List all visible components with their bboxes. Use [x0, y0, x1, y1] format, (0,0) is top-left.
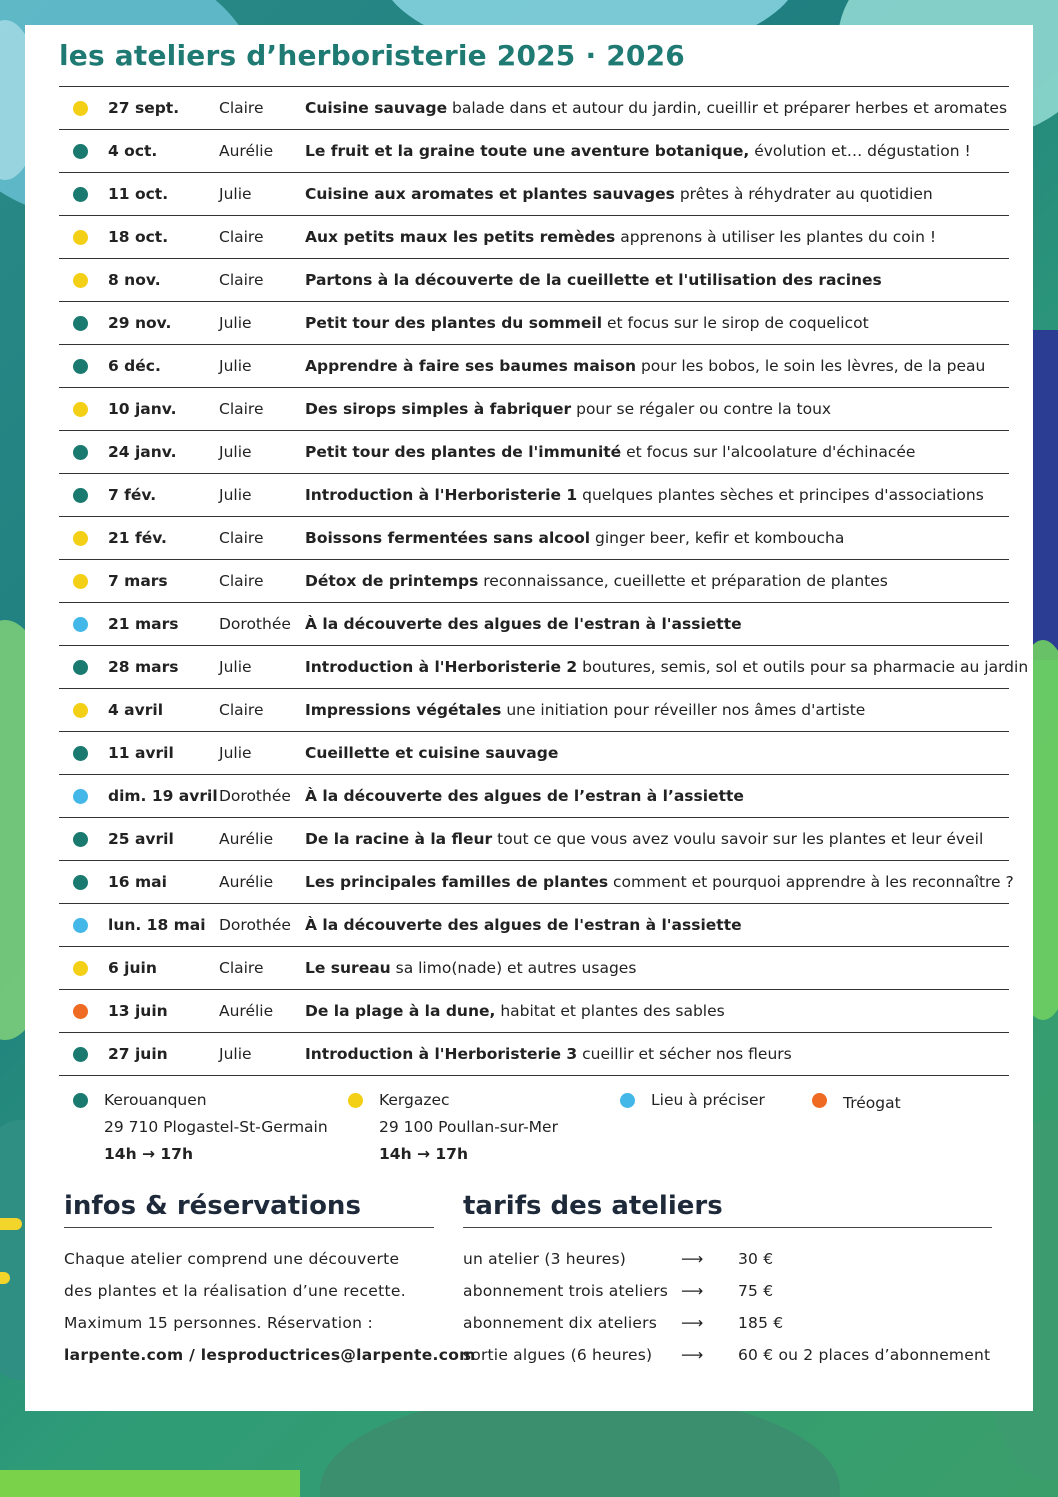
row-date: 4 oct.	[108, 142, 158, 160]
yellow-dot-icon	[73, 402, 88, 417]
row-title: De la plage à la dune,	[305, 1002, 496, 1020]
table-row	[59, 947, 1009, 990]
tarif-row	[463, 1243, 1023, 1275]
row-title: De la racine à la fleur	[305, 830, 493, 848]
row-detail: sa limo(nade) et autres usages	[390, 959, 637, 977]
row-detail: pour les bobos, le soin les lèvres, de la peau	[636, 357, 986, 375]
yellow-dot-icon	[73, 703, 88, 718]
row-title: Apprendre à faire ses baumes maison	[305, 357, 637, 375]
row-title: Impressions végétales	[305, 701, 502, 719]
row-description	[305, 861, 1014, 903]
row-title: Les principales familles de plantes	[305, 873, 609, 891]
yellow-dot-icon	[348, 1093, 363, 1108]
row-title: À la découverte des algues de l'estran à l'assiette	[305, 916, 742, 934]
table-row	[59, 388, 1009, 431]
table-row	[59, 173, 1009, 216]
legend-city: 29 710 Plogastel-St-Germain	[104, 1118, 328, 1136]
legend-item-kergazec	[379, 1087, 558, 1168]
row-description	[305, 603, 742, 645]
row-description	[305, 345, 985, 387]
row-detail: quelques plantes sèches et principes d'associations	[577, 486, 984, 504]
teal-dot-icon	[73, 144, 88, 159]
arrow-right-icon: ⟶	[681, 1282, 704, 1300]
row-title: Le sureau	[305, 959, 391, 977]
blue-dot-icon	[620, 1093, 635, 1108]
table-row	[59, 517, 1009, 560]
tarif-price: 60 € ou 2 places d’abonnement	[738, 1346, 991, 1364]
row-host: Aurélie	[219, 873, 274, 891]
row-detail: ginger beer, kefir et komboucha	[590, 529, 845, 547]
row-description	[305, 904, 742, 946]
teal-dot-icon	[73, 187, 88, 202]
row-date: 21 fév.	[108, 529, 167, 547]
row-host: Claire	[219, 701, 264, 719]
tarif-label: abonnement dix ateliers	[463, 1314, 658, 1332]
teal-dot-icon	[73, 875, 88, 890]
row-host: Julie	[219, 357, 252, 375]
row-host: Julie	[219, 185, 252, 203]
tarif-price: 75 €	[738, 1282, 774, 1300]
teal-dot-icon	[73, 445, 88, 460]
table-row	[59, 646, 1029, 689]
row-title: Introduction à l'Herboristerie 1	[305, 486, 578, 504]
table-row	[59, 775, 1009, 818]
row-host: Aurélie	[219, 830, 274, 848]
row-host: Claire	[219, 99, 264, 117]
row-date: 21 mars	[108, 615, 179, 633]
schedule-table	[59, 86, 1029, 1076]
tarif-label: sortie algues (6 heures)	[463, 1346, 653, 1364]
legend-item-treogat	[843, 1090, 901, 1117]
row-description	[305, 775, 744, 817]
row-description	[305, 560, 888, 602]
row-description	[305, 87, 1007, 129]
legend-hours: 14h → 17h	[379, 1145, 468, 1163]
row-description	[305, 130, 971, 172]
table-row	[59, 345, 1009, 388]
tarif-price: 30 €	[738, 1250, 774, 1268]
row-host: Claire	[219, 959, 264, 977]
legend-name: Kerouanquen	[104, 1091, 207, 1109]
row-host: Claire	[219, 271, 264, 289]
table-row	[59, 216, 1009, 259]
row-detail: une initiation pour réveiller nos âmes d'artiste	[501, 701, 866, 719]
row-title: Cuisine aux aromates et plantes sauvages	[305, 185, 675, 203]
table-row	[59, 1033, 1009, 1076]
row-title: Cueillette et cuisine sauvage	[305, 744, 559, 762]
row-date: dim. 19 avril	[108, 787, 218, 805]
tarif-row	[463, 1339, 1023, 1371]
teal-dot-icon	[73, 1047, 88, 1062]
row-host: Julie	[219, 658, 252, 676]
row-description	[305, 388, 831, 430]
yellow-dot-icon	[73, 230, 88, 245]
row-date: 8 nov.	[108, 271, 161, 289]
row-title: Boissons fermentées sans alcool	[305, 529, 591, 547]
row-description	[305, 1033, 792, 1075]
row-detail: pour se régaler ou contre la toux	[571, 400, 832, 418]
row-title: Des sirops simples à fabriquer	[305, 400, 572, 418]
table-row	[59, 87, 1009, 130]
teal-dot-icon	[73, 746, 88, 761]
table-row	[59, 603, 1009, 646]
row-date: 13 juin	[108, 1002, 168, 1020]
row-description	[305, 818, 983, 860]
arrow-right-icon: ⟶	[681, 1314, 704, 1332]
teal-dot-icon	[73, 1093, 88, 1108]
row-title: Introduction à l'Herboristerie 3	[305, 1045, 578, 1063]
infos-title: infos & réservations	[64, 1191, 434, 1228]
row-description	[305, 732, 558, 774]
row-title: Cuisine sauvage	[305, 99, 448, 117]
row-title: Petit tour des plantes de l'immunité	[305, 443, 622, 461]
row-date: 7 mars	[108, 572, 168, 590]
row-host: Dorothée	[219, 615, 291, 633]
row-host: Claire	[219, 400, 264, 418]
row-title: Introduction à l'Herboristerie 2	[305, 658, 578, 676]
legend-city: 29 100 Poullan-sur-Mer	[379, 1118, 558, 1136]
infos-block	[64, 1243, 476, 1371]
table-row	[59, 259, 1009, 302]
tarifs-list	[463, 1243, 1023, 1371]
orange-dot-icon	[812, 1093, 827, 1108]
arrow-right-icon: ⟶	[681, 1250, 704, 1268]
row-description	[305, 990, 725, 1032]
row-host: Julie	[219, 486, 252, 504]
legend-item-lieu	[651, 1087, 765, 1114]
row-detail: prêtes à réhydrater au quotidien	[674, 185, 933, 203]
table-row	[59, 904, 1009, 947]
row-title: À la découverte des algues de l'estran à l'assiette	[305, 615, 742, 633]
yellow-dot-icon	[73, 961, 88, 976]
row-host: Aurélie	[219, 142, 274, 160]
yellow-dot-icon	[73, 101, 88, 116]
row-date: 7 fév.	[108, 486, 157, 504]
table-row	[59, 474, 1009, 517]
tarif-label: un atelier (3 heures)	[463, 1250, 627, 1268]
row-description	[305, 259, 882, 301]
legend-name: Tréogat	[843, 1094, 901, 1112]
row-title: À la découverte des algues de l’estran à l’assiette	[305, 787, 744, 805]
row-host: Dorothée	[219, 916, 291, 934]
infos-line: Chaque atelier comprend une découverte	[64, 1250, 400, 1268]
row-detail: balade dans et autour du jardin, cueillir et préparer herbes et aromates	[447, 99, 1008, 117]
row-date: 29 nov.	[108, 314, 172, 332]
infos-line: des plantes et la réalisation d’une recette.	[64, 1282, 406, 1300]
row-description	[305, 689, 865, 731]
row-date: 10 janv.	[108, 400, 177, 418]
contact-link[interactable]: larpente.com / lesproductrices@larpente.com	[64, 1346, 476, 1364]
row-description	[305, 517, 844, 559]
row-description	[305, 431, 915, 473]
legend-hours: 14h → 17h	[104, 1145, 193, 1163]
row-host: Julie	[219, 744, 252, 762]
blue-dot-icon	[73, 918, 88, 933]
row-date: 27 sept.	[108, 99, 180, 117]
legend-name: Lieu à préciser	[651, 1091, 765, 1109]
table-row	[59, 689, 1009, 732]
row-date: 16 mai	[108, 873, 167, 891]
table-row	[59, 818, 1009, 861]
row-detail: tout ce que vous avez voulu savoir sur les plantes et leur éveil	[492, 830, 984, 848]
row-description	[305, 646, 1028, 688]
row-host: Claire	[219, 529, 264, 547]
table-row	[59, 302, 1009, 345]
row-detail: apprenons à utiliser les plantes du coin !	[615, 228, 937, 246]
teal-dot-icon	[73, 316, 88, 331]
row-date: 24 janv.	[108, 443, 177, 461]
row-host: Julie	[219, 443, 252, 461]
row-detail: cueillir et sécher nos fleurs	[577, 1045, 792, 1063]
row-detail: habitat et plantes des sables	[495, 1002, 725, 1020]
legend-name: Kergazec	[379, 1091, 450, 1109]
poster-card	[25, 25, 1033, 1411]
arrow-right-icon: ⟶	[681, 1346, 704, 1364]
table-row	[59, 861, 1014, 904]
row-detail: reconnaissance, cueillette et préparation de plantes	[478, 572, 888, 590]
yellow-dot-icon	[73, 574, 88, 589]
tarifs-title: tarifs des ateliers	[463, 1191, 992, 1228]
row-date: 27 juin	[108, 1045, 168, 1063]
tarif-row	[463, 1275, 1023, 1307]
teal-dot-icon	[73, 660, 88, 675]
teal-dot-icon	[73, 359, 88, 374]
infos-line: Maximum 15 personnes. Réservation :	[64, 1314, 373, 1332]
row-detail: et focus sur le sirop de coquelicot	[602, 314, 869, 332]
row-host: Claire	[219, 572, 264, 590]
row-date: 6 déc.	[108, 357, 161, 375]
teal-dot-icon	[73, 488, 88, 503]
row-date: 25 avril	[108, 830, 174, 848]
row-date: 11 oct.	[108, 185, 169, 203]
row-description	[305, 216, 936, 258]
row-date: 4 avril	[108, 701, 164, 719]
table-row	[59, 560, 1009, 603]
row-description	[305, 474, 984, 516]
row-host: Claire	[219, 228, 264, 246]
yellow-dot-icon	[73, 531, 88, 546]
row-description	[305, 302, 869, 344]
table-row	[59, 130, 1009, 173]
row-title: Détox de printemps	[305, 572, 479, 590]
row-date: 18 oct.	[108, 228, 169, 246]
row-title: Aux petits maux les petits remèdes	[305, 228, 616, 246]
tarif-price: 185 €	[738, 1314, 784, 1332]
row-title: Partons à la découverte de la cueillette et l'utilisation des racines	[305, 271, 882, 289]
legend-item-kerouanquen	[104, 1087, 328, 1168]
row-host: Julie	[219, 314, 252, 332]
row-date: lun. 18 mai	[108, 916, 206, 934]
row-title: Le fruit et la graine toute une aventure botanique,	[305, 142, 750, 160]
page-title: les ateliers d’herboristerie 2025 · 2026	[59, 39, 685, 72]
row-detail: comment et pourquoi apprendre à les reconnaître ?	[608, 873, 1014, 891]
row-host: Aurélie	[219, 1002, 274, 1020]
row-host: Dorothée	[219, 787, 291, 805]
table-row	[59, 431, 1009, 474]
orange-dot-icon	[73, 1004, 88, 1019]
row-detail: et focus sur l'alcoolature d'échinacée	[621, 443, 916, 461]
row-host: Julie	[219, 1045, 252, 1063]
table-row	[59, 990, 1009, 1033]
table-row	[59, 732, 1009, 775]
row-date: 6 juin	[108, 959, 157, 977]
blue-dot-icon	[73, 789, 88, 804]
tarif-row	[463, 1307, 1023, 1339]
row-description	[305, 173, 933, 215]
row-description	[305, 947, 636, 989]
row-detail: évolution et… dégustation !	[749, 142, 971, 160]
row-detail: boutures, semis, sol et outils pour sa pharmacie au jardin	[577, 658, 1029, 676]
row-title: Petit tour des plantes du sommeil	[305, 314, 603, 332]
blue-dot-icon	[73, 617, 88, 632]
teal-dot-icon	[73, 832, 88, 847]
yellow-dot-icon	[73, 273, 88, 288]
tarif-label: abonnement trois ateliers	[463, 1282, 669, 1300]
row-date: 11 avril	[108, 744, 174, 762]
row-date: 28 mars	[108, 658, 179, 676]
